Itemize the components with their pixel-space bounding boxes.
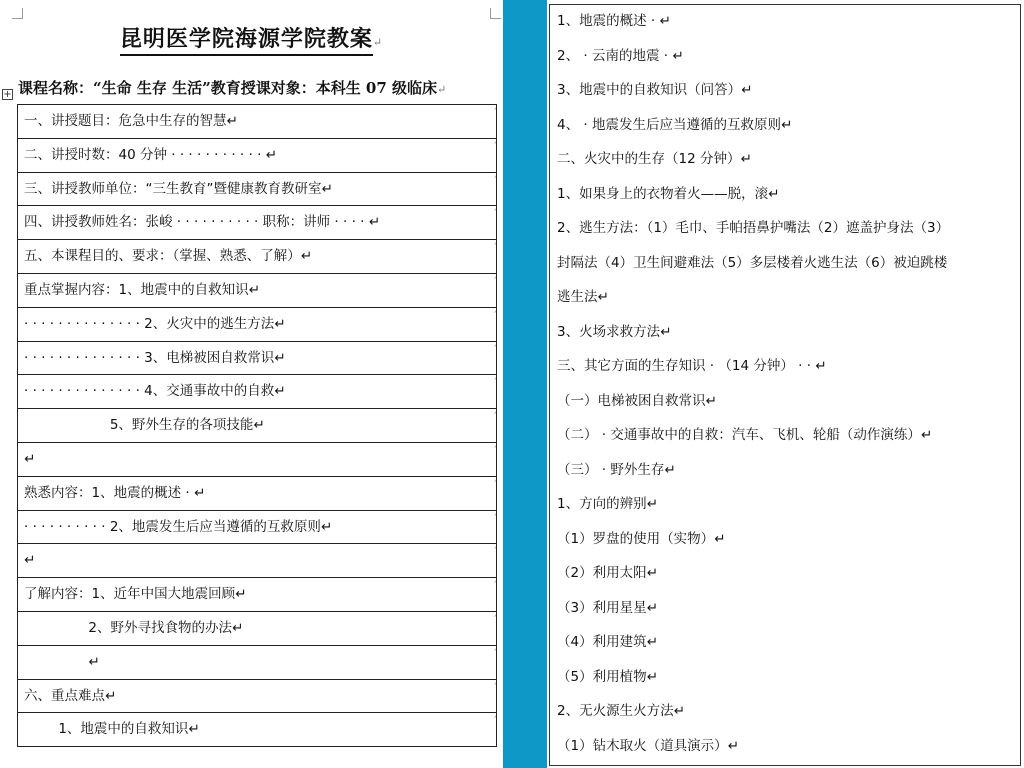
document-title bbox=[0, 22, 503, 56]
outline-line: 三、其它方面的生存知识 · （14 分钟） · · ↵ bbox=[557, 358, 827, 374]
table-cell-text: · · · · · · · · · · · · · · 2、火灾中的逃生方法↵ bbox=[24, 315, 286, 332]
table-row bbox=[18, 477, 496, 511]
outline-line: 4、 · 地震发生后应当遵循的互救原则↵ bbox=[557, 116, 793, 133]
page-divider bbox=[503, 0, 547, 768]
table-row bbox=[18, 646, 496, 680]
outline-line: （4）利用建筑↵ bbox=[557, 634, 658, 650]
table-cell-text: · · · · · · · · · · · · · · 4、交通事故中的自救↵ bbox=[24, 383, 286, 400]
table-cell-text: 重点掌握内容：1、地震中的自救知识↵ bbox=[24, 281, 260, 298]
outline-line: 1、如果身上的衣物着火——脱，滚↵ bbox=[557, 185, 780, 202]
table-cell-text: ↵ bbox=[24, 552, 36, 569]
table-cell-text: 了解内容：1、近年中国大地震回顾↵ bbox=[24, 586, 247, 603]
table-row bbox=[18, 443, 496, 477]
outline-line: （二） · 交通事故中的自救：汽车、飞机、轮船（动作演练）↵ bbox=[557, 427, 933, 443]
table-row bbox=[18, 713, 496, 747]
table-cell-text: 三、讲授教师单位：“三生教育”暨健康教育教研室↵ bbox=[24, 180, 333, 197]
outline-line: 封隔法（4）卫生间避难法（5）多层楼着火逃生法（6）被迫跳楼 bbox=[557, 254, 948, 271]
outline-line: （5）利用植物↵ bbox=[557, 668, 658, 685]
table-row bbox=[18, 308, 496, 342]
outline-line: （3）利用星星↵ bbox=[557, 599, 658, 616]
outline-line: 二、火灾中的生存（12 分钟）↵ bbox=[557, 151, 752, 167]
lesson-plan-page bbox=[0, 0, 503, 768]
paragraph-mark: ↵ bbox=[372, 36, 384, 49]
course-subtitle bbox=[18, 77, 503, 98]
page-corner-mark bbox=[490, 8, 501, 19]
table-row bbox=[18, 274, 496, 308]
table-row bbox=[18, 409, 496, 443]
table-cell-text: 一、讲授题目：危急中生存的智慧↵ bbox=[24, 113, 238, 129]
outline-line: （1）钻木取火（道具演示）↵ bbox=[557, 737, 739, 754]
table-row bbox=[18, 544, 496, 578]
table-row bbox=[18, 173, 496, 207]
document-title-text: 昆明医学院海源学院教案 bbox=[120, 22, 373, 56]
outline-line: （1）罗盘的使用（实物）↵ bbox=[557, 530, 726, 547]
outline-line: 1、地震的概述 · ↵ bbox=[557, 13, 671, 29]
lesson-plan-table bbox=[17, 104, 497, 747]
outline-line: 1、方向的辨别↵ bbox=[557, 496, 658, 512]
table-row bbox=[18, 139, 496, 173]
table-cell-text: 二、讲授时数：40 分钟 · · · · · · · · · · · ↵ bbox=[24, 146, 277, 163]
outline-line: （一）电梯被困自救常识↵ bbox=[557, 392, 717, 409]
table-cell-text: 1、地震中的自救知识↵ bbox=[24, 721, 200, 738]
table-row bbox=[18, 578, 496, 612]
course-subtitle-text: 课程名称：“生命 生存 生活”教育授课对象：本科生 07 级临床 bbox=[18, 79, 438, 97]
table-row bbox=[18, 511, 496, 545]
table-cell-text: 五、本课程目的、要求：（掌握、熟悉、了解）↵ bbox=[24, 248, 313, 265]
table-cell-text: 2、野外寻找食物的办法↵ bbox=[24, 619, 244, 636]
page-corner-mark bbox=[12, 8, 23, 19]
outline-line: 2、 · 云南的地震 · ↵ bbox=[557, 47, 684, 64]
table-move-handle-icon[interactable]: + bbox=[3, 89, 12, 100]
table-row bbox=[18, 240, 496, 274]
outline-line: （2）利用太阳↵ bbox=[557, 565, 658, 581]
table-row bbox=[18, 105, 496, 139]
table-cell-text: 六、重点难点↵ bbox=[24, 687, 117, 704]
table-cell-text: 5、野外生存的各项技能↵ bbox=[24, 417, 265, 434]
table-cell-text: 熟悉内容：1、地震的概述 · ↵ bbox=[24, 484, 206, 501]
table-row bbox=[18, 680, 496, 714]
outline-line: 3、地震中的自救知识（问答）↵ bbox=[557, 82, 753, 98]
table-cell-text: 四、讲授教师姓名：张峻 · · · · · · · · · · 职称：讲师 · · · · ↵ bbox=[24, 214, 381, 231]
outline-line: 2、无火源生火方法↵ bbox=[557, 703, 685, 719]
table-row bbox=[18, 375, 496, 409]
table-row bbox=[18, 342, 496, 376]
outline-line: （三） · 野外生存↵ bbox=[557, 461, 676, 478]
outline-line: 2、逃生方法：（1）毛巾、手帕捂鼻护嘴法（2）遮盖护身法（3） bbox=[557, 220, 950, 236]
table-cell-text: · · · · · · · · · · · · · · 3、电梯被困自救常识↵ bbox=[24, 349, 286, 366]
table-cell-text: ↵ bbox=[24, 450, 36, 467]
outline-line: 逃生法↵ bbox=[557, 289, 609, 305]
lecture-outline bbox=[557, 4, 1019, 763]
table-cell-text: ↵ bbox=[24, 653, 100, 670]
outline-line: 3、火场求救方法↵ bbox=[557, 323, 672, 340]
paragraph-mark: ↵ bbox=[437, 83, 447, 96]
table-row bbox=[18, 206, 496, 240]
table-row bbox=[18, 612, 496, 646]
table-cell-text: · · · · · · · · · · 2、地震发生后应当遵循的互救原则↵ bbox=[24, 518, 333, 535]
